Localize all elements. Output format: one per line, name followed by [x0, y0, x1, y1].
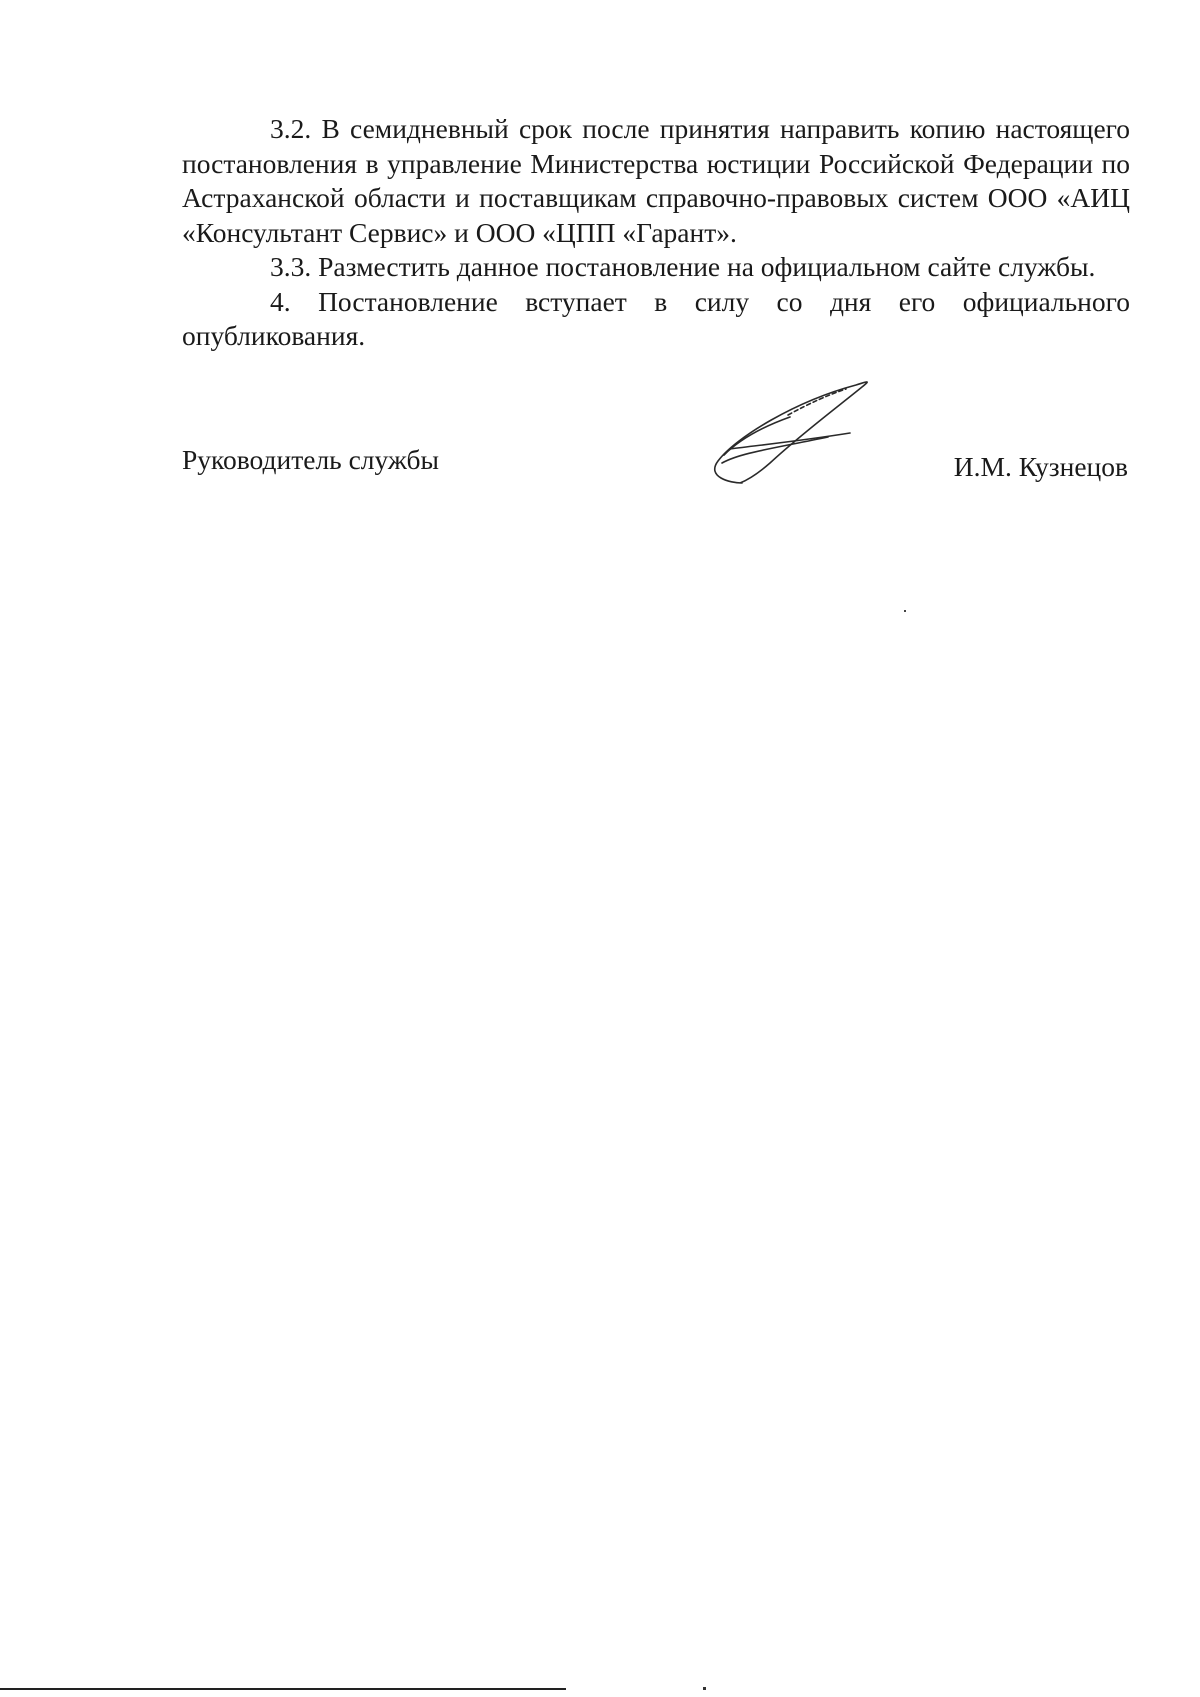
- paragraph-4: 4. Постановление вступает в силу со дня его официального опубликования.: [182, 285, 1130, 351]
- paragraph-3-2: 3.2. В семидневный срок после принятия направить копию настоящего постановления в управление Министерства юстиции Российской Федерации по Астраханской области и поставщикам справочно-правовых систем ООО «АИЦ «Консультант Сервис» и ООО «ЦПП «Гарант».: [182, 113, 1130, 248]
- document-body: [182, 112, 1130, 354]
- signatory-name: И.М. Кузнецов: [953, 451, 1128, 482]
- footer-rule: [0, 1688, 566, 1690]
- paragraph-3-3: 3.3. Разместить данное постановление на официальном сайте службы.: [270, 251, 1096, 282]
- signatory-role: Руководитель службы: [182, 444, 440, 475]
- scan-speck-bottom: [703, 1687, 706, 1690]
- scan-speck: [904, 610, 906, 612]
- handwritten-signature: [700, 375, 880, 500]
